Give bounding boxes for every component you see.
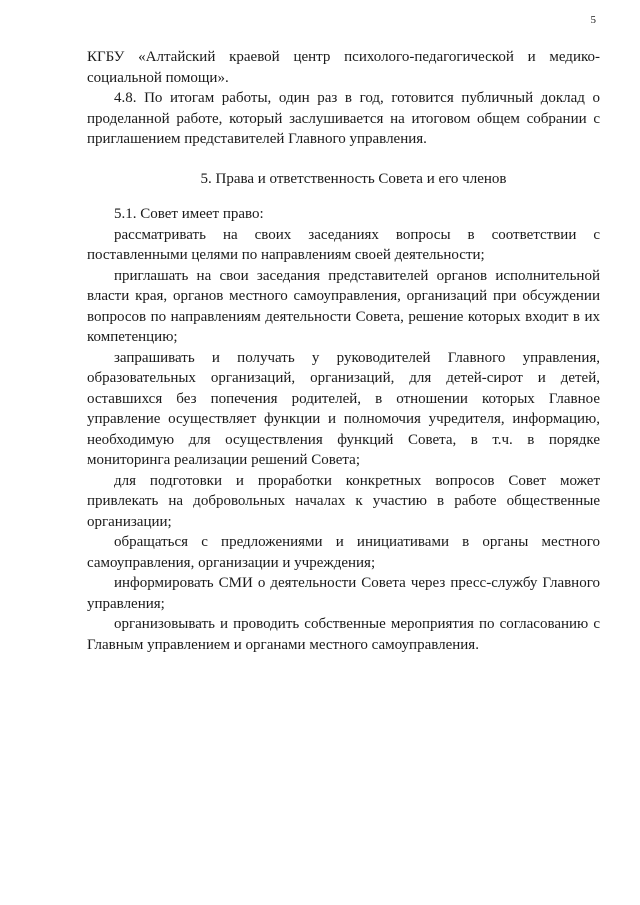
spacer — [87, 189, 600, 204]
page-number: 5 — [590, 14, 596, 26]
right-item: организовывать и проводить собственные мероприятия по согласованию с Главным управлением и органами местного самоуправления. — [87, 616, 600, 653]
right-item: информировать СМИ о деятельности Совета через пресс-службу Главного управления; — [87, 575, 600, 612]
spacer — [87, 150, 600, 169]
right-item: обращаться с предложениями и инициативами в органы местного самоуправления, организации и учреждения; — [87, 534, 600, 571]
continuation-paragraph: КГБУ «Алтайский краевой центр психолого-педагогической и медико-социальной помощи». — [87, 49, 600, 86]
clause-4-8: 4.8. По итогам работы, один раз в год, готовится публичный доклад о проделанной работе, который заслушивается на итоговом общем собрании с приглашением представителей Главного управления. — [87, 90, 600, 147]
right-item: для подготовки и проработки конкретных вопросов Совет может привлекать на добровольных началах к участию в работе общественные организации; — [87, 472, 600, 530]
right-item: запрашивать и получать у руководителей Главного управления, образовательных организаций, организаций, для детей-сирот и детей, оставшихся без попечения родителей, в отношении которых Главное управление осуществляет функции и полномочия учредителя, информацию, необходимую для осуществления функций Совета, в т.ч. в порядке мониторинга реализации решений Совета; — [87, 349, 600, 468]
document-body — [87, 47, 600, 655]
right-item: приглашать на свои заседания представителей органов исполнительной власти края, органов местного самоуправления, организаций при обсуждении вопросов по направлениям деятельности Совета, решение которых входит в их компетенцию; — [87, 267, 600, 345]
right-item: рассматривать на своих заседаниях вопросы в соответствии с поставленными целями по направлениям своей деятельности; — [87, 226, 600, 263]
section-5-heading: 5. Права и ответственность Совета и его членов — [200, 170, 507, 187]
clause-5-1: 5.1. Совет имеет право: — [114, 206, 264, 222]
